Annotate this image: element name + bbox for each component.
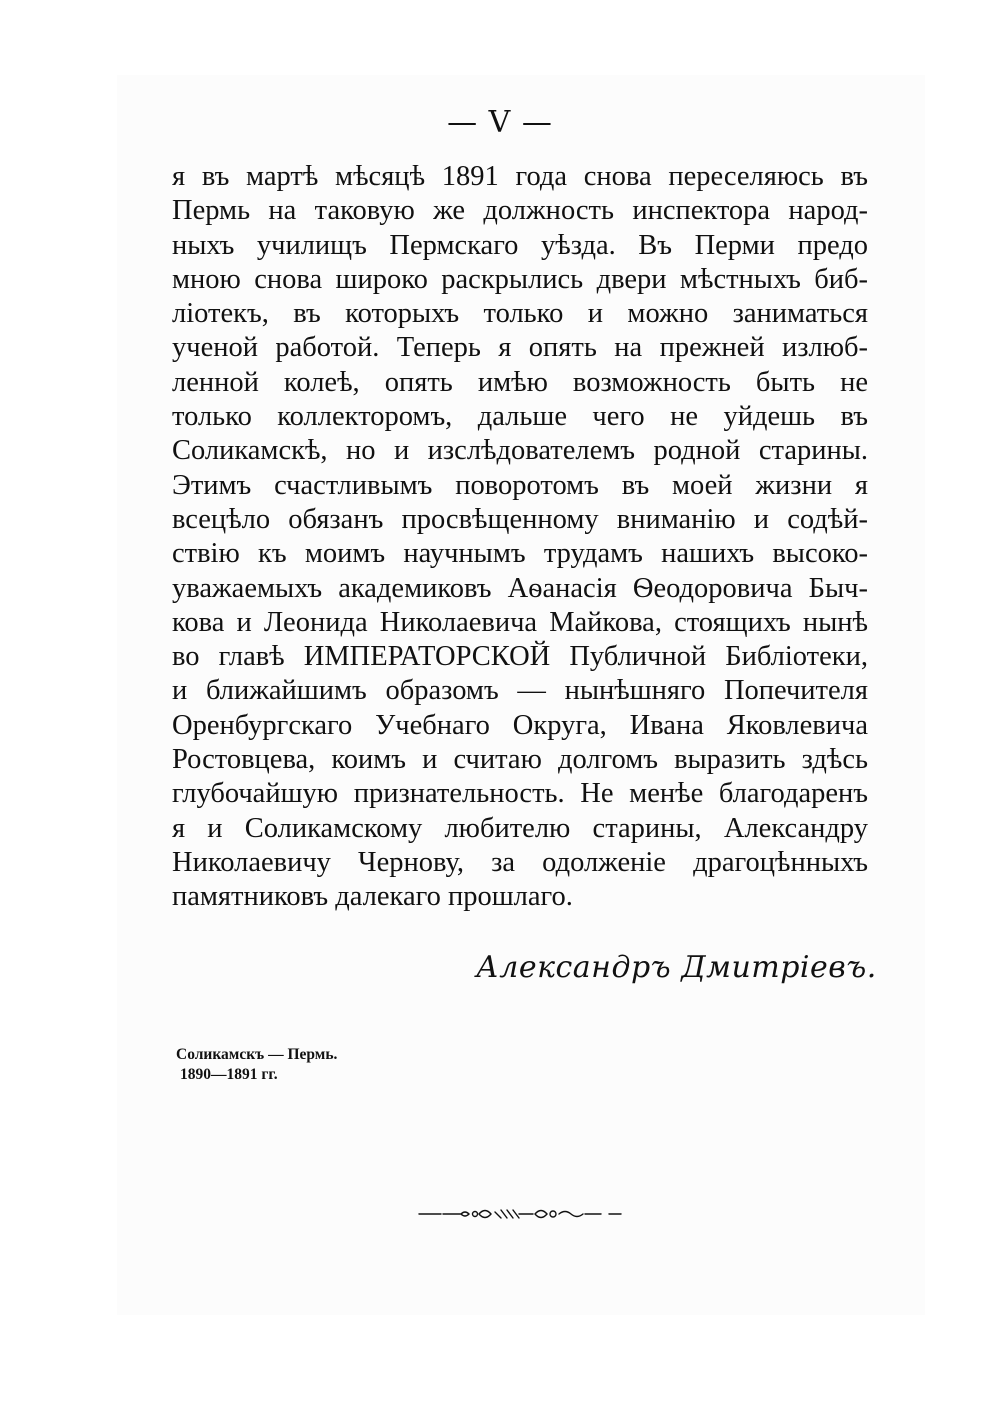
text-line: кова и Леонида Николаевича Майкова, стоящихъ нынѣ (172, 606, 868, 638)
text-line: я и Соликамскому любителю старины, Александру (172, 812, 868, 844)
text-line: ліотекъ, въ которыхъ только и можно заниматься (172, 298, 868, 330)
text-line: Ростовцева, коимъ и считаю долгомъ выразить здѣсь (172, 744, 868, 776)
text-line: ныхъ училищъ Пермскаго уѣзда. Въ Перми предо (172, 229, 868, 261)
text-line: мною снова широко раскрылись двери мѣстныхъ биб- (172, 263, 868, 295)
text-line: Этимъ счастливымъ поворотомъ въ моей жизни я (172, 469, 868, 501)
text-line: Николаевичу Чернову, за одолженіе драгоцѣнныхъ (172, 846, 868, 878)
place-date-block (176, 1045, 337, 1085)
text-line: глубочайшую признательность. Не менѣе благодаренъ (172, 778, 868, 810)
text-line: Пермь на таковую же должность инспектора народ- (172, 195, 868, 227)
author-signature: Александръ Дмитріевъ. (476, 950, 877, 985)
text-line: ствію къ моимъ научнымъ трудамъ нашихъ высоко- (172, 538, 868, 570)
decorative-divider-icon (417, 1203, 623, 1225)
text-line: ленной колеѣ, опять имѣю возможность быть не (172, 366, 868, 398)
page-number-header: — V — (447, 105, 553, 140)
text-line: ученой работой. Теперь я опять на прежней излюб- (172, 332, 868, 364)
text-line: только коллекторомъ, дальше чего не уйдешь въ (172, 401, 868, 433)
text-line: Соликамскѣ, но и изслѣдователемъ родной старины. (172, 435, 868, 467)
text-line: и ближайшимъ образомъ — нынѣшняго Попечителя (172, 675, 868, 707)
body-text (172, 160, 868, 915)
text-line: во главѣ ИМПЕРАТОРСКОЙ Публичной Библіотеки, (172, 641, 868, 673)
text-line: всецѣло обязанъ просвѣщенному вниманію и содѣй- (172, 503, 868, 535)
text-line: Оренбургскаго Учебнаго Округа, Ивана Яковлевича (172, 709, 868, 741)
date-label: 1890—1891 гг. (180, 1066, 278, 1083)
text-line: уважаемыхъ академиковъ Аѳанасія Ѳеодоровича Быч- (172, 572, 868, 604)
text-line: памятниковъ далекаго прошлаго. (172, 881, 573, 913)
place-label: Соликамскъ — Пермь. (176, 1046, 338, 1063)
text-line: я въ мартѣ мѣсяцѣ 1891 года снова переселяюсь въ (172, 161, 868, 192)
